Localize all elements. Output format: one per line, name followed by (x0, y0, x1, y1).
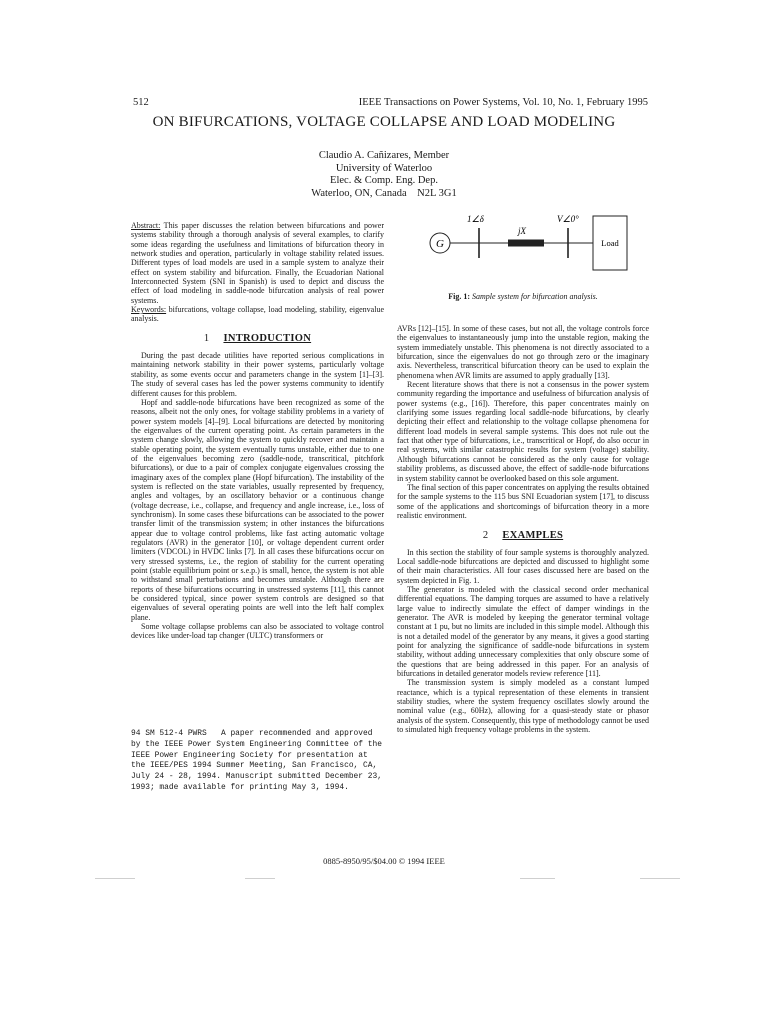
keywords-text: bifurcations, voltage collapse, load modeling, stability, eigenvalue analysis. (131, 305, 384, 324)
author-name: Claudio A. Cañizares, Member (318, 150, 450, 161)
scan-artifact (95, 878, 135, 879)
paper-title: ON BIFURCATIONS, VOLTAGE COLLAPSE AND LOAD MODELING (152, 114, 616, 130)
figure-1-caption-label: Fig. 1: (448, 292, 471, 301)
section-heading-examples (397, 531, 649, 540)
footnote-line: 94 SM 512-4 PWRS A paper recommended and approved (131, 729, 373, 738)
page-number: 512 (133, 97, 149, 108)
left-column (131, 221, 384, 641)
footnote-line: IEEE Power Engineering Society for presentation at (131, 750, 368, 760)
intro-paragraph-2: Hopf and saddle-node bifurcations have been recognized as some of the reasons, albeit not the only ones, for voltage stability problems in a variety of power system models [4]–[9]. Local bifurcations are detected by monitoring the eigenvalues of the current operating point. As certain parameters in the system change slowly, allowing the system to quickly recover and maintain a stable operating point, the system eventually turns unstable, either due to one of the eigenvalues becoming zero (saddle-node, transcritical, pitchfork bifurcations), or due to a pair of complex conjugate eigenvalues crossing the imaginary axes of the complex plane (Hopf bifurcation). The instability of the system is reflected on the state variables, usually represented by frequency, angles and voltages, by an oscillatory behavior or a continuous change (voltage decrease, i.e., collapse, and frequency and angle increase, i.e., loss of synchronism). In some cases these bifurcations can be associated to the power transfer limit of the transmission system; in other instances the bifurcations appear due to voltage control problems, like fast acting automatic voltage regulators (AVR) in the generator [10], or voltage dependent current order limiters (VDCOL) in HVDC links [7]. In all cases these bifurcations occur on very stressed systems, i.e., the region of stability for the current operating point (stable equilibrium point or s.e.p.) is small, hence, the system is not able to withstand small perturbations and becomes unstable. Although there are reports of these bifurcations occurring in unstressed systems [11], this cannot be considered typical, since power system controls are designed so that eigenvalues of several operating points are well into the left half complex plane. (131, 397, 384, 622)
intro-paragraph-continued: AVRs [12]–[15]. In some of these cases, but not all, the voltage controls force the eigenvalues to instantaneously jump into the unstable region, making the system immediately unstable. This phenomena is not directly associated to a bifurcation, since the eigenvalues do not go through zero or the imaginary axis. Nevertheless, transcritical bifurcation theory can be used to explain the phenomena when AVR limits are assumed to apply gradually [13]. (397, 324, 649, 380)
section-title: EXAMPLES (502, 530, 564, 542)
author-block (0, 150, 768, 200)
section-heading-introduction (131, 334, 384, 343)
section-number: 2 (482, 530, 489, 542)
figure-1-caption-text: Sample system for bifurcation analysis. (470, 292, 598, 301)
generator-label: G (436, 238, 444, 250)
copyright-line: 0885-8950/95/$04.00 © 1994 IEEE (323, 856, 445, 866)
scan-artifact (520, 878, 555, 879)
right-column (397, 324, 649, 734)
section-title: INTRODUCTION (223, 332, 312, 344)
author-department: Elec. & Comp. Eng. Dep. (330, 175, 438, 186)
footnote-line: the IEEE/PES 1994 Summer Meeting, San Francisco, CA, (131, 761, 378, 771)
footnote-line: July 24 - 28, 1994. Manuscript submitted December 23, (131, 772, 382, 782)
bus-2-label: V∠0° (557, 214, 579, 224)
examples-paragraph-2: The generator is modeled with the classical second order mechanical differential equations. The damping torques are assumed to have a relatively large value to indirectly simulate the effect of damper windings in the generator. The AVR is modeled by keeping the generator terminal voltage constant at 1 pu, but no limits are included in this simple model. Although this is not a detailed model of the generator by any means, it gives a good starting point for analyzing the significance of saddle-node bifurcations in system stability, without adding unnecessary complexities that only obscure some of the questions that are being addressed in this paper. For an analysis of bifurcations in detailed generator models review reference [11]. (397, 584, 649, 679)
abstract-label: Abstract: (131, 221, 161, 230)
intro-paragraph-3: Some voltage collapse problems can also be associated to voltage control devices like under-load tap changer (ULTC) transformers or (131, 622, 384, 641)
figure-1-caption (397, 292, 649, 301)
author-affiliation: University of Waterloo (335, 162, 433, 174)
intro-paragraph-final-section: The final section of this paper concentrates on applying the results obtained for the sample systems to the 115 bus SNI Ecuadorian system [17], to discuss some of the applications and shortcomings of bifurcation theory in a more realistic environment. (397, 482, 649, 520)
journal-citation: IEEE Transactions on Power Systems, Vol. 10, No. 1, February 1995 (358, 97, 648, 108)
footnote-line: 1993; made available for printing May 3, 1994. (131, 782, 349, 792)
scan-artifact (640, 878, 680, 879)
bus-1-label: 1∠δ (467, 214, 484, 224)
intro-paragraph-recent-literature: Recent literature shows that there is not a consensus in the power system community regarding the importance and usefulness of bifurcation analysis of power systems (e.g., [16]). Therefore, this paper concentrates mainly on clarifying some issues regarding local saddle-node bifurcations, by clearly depicting their effect and relationship to the voltage collapse phenomena for different load models in several sample systems. This does not rule out the fact that other type of bifurcations, i.e., transcritical or Hopf, do also occur in real systems, with similar catastrophic results for system (voltage) stability. Although bifurcations cannot be considered as the only cause for voltage stability problems, as discussed above, the effect of saddle-node bifurcations in system stability cannot be overlooked based on this sole argument. (397, 380, 649, 483)
keywords (131, 305, 384, 324)
author-address: Waterloo, ON, Canada N2L 3G1 (311, 187, 457, 199)
section-number: 1 (203, 332, 210, 344)
keywords-label: Keywords: (131, 305, 167, 315)
reactance-label: jX (518, 226, 526, 236)
load-label: Load (601, 238, 619, 248)
scan-artifact (245, 878, 275, 879)
line-reactance (508, 240, 544, 247)
intro-paragraph-1: During the past decade utilities have reported serious complications in maintaining network stability in their power systems, particularly voltage stability, as some events occur and parameters change in the system [1]–[3]. The study of several cases has led the power systems community to identify different causes for this problem. (131, 351, 384, 398)
abstract (131, 221, 384, 305)
figure-1-diagram (397, 208, 649, 288)
abstract-text: This paper discusses the relation between bifurcations and power systems stability through a thorough analysis of several examples, to clarify some ideas regarding the usefulness and limitations of bifurcation theory in network studies and operation, particularly in voltage stability related issues. Different types of load models are used in a sample system to analyze their effect on system stability and bifurcation. Finally, the Ecuadorian National Interconnected System (SNI in Spanish) is used to depict and discuss the effect of load modeling in saddle-node bifurcation analysis of real power systems. (131, 221, 384, 305)
examples-paragraph-1: In this section the stability of four sample systems is thoroughly analyzed. Local saddle-node bifurcations are depicted and discussed to highlight some of their main characteristics. All four cases discussed here are based on the system depicted in Fig. 1. (397, 547, 649, 585)
footnote-line: by the IEEE Power System Engineering Committee of the (131, 739, 382, 749)
examples-paragraph-3: The transmission system is simply modeled as a constant lumped reactance, which is a typical representation of these elements in transient stability studies, where the system frequency oscillates slowly around the nominal value (e.g., 60Hz), allowing for a quasi-steady state or phasor analysis of the system. Consequently, this type of methodology cannot be used to simulated high frequency voltage problems in the system. (397, 678, 649, 735)
footnote (131, 729, 384, 794)
